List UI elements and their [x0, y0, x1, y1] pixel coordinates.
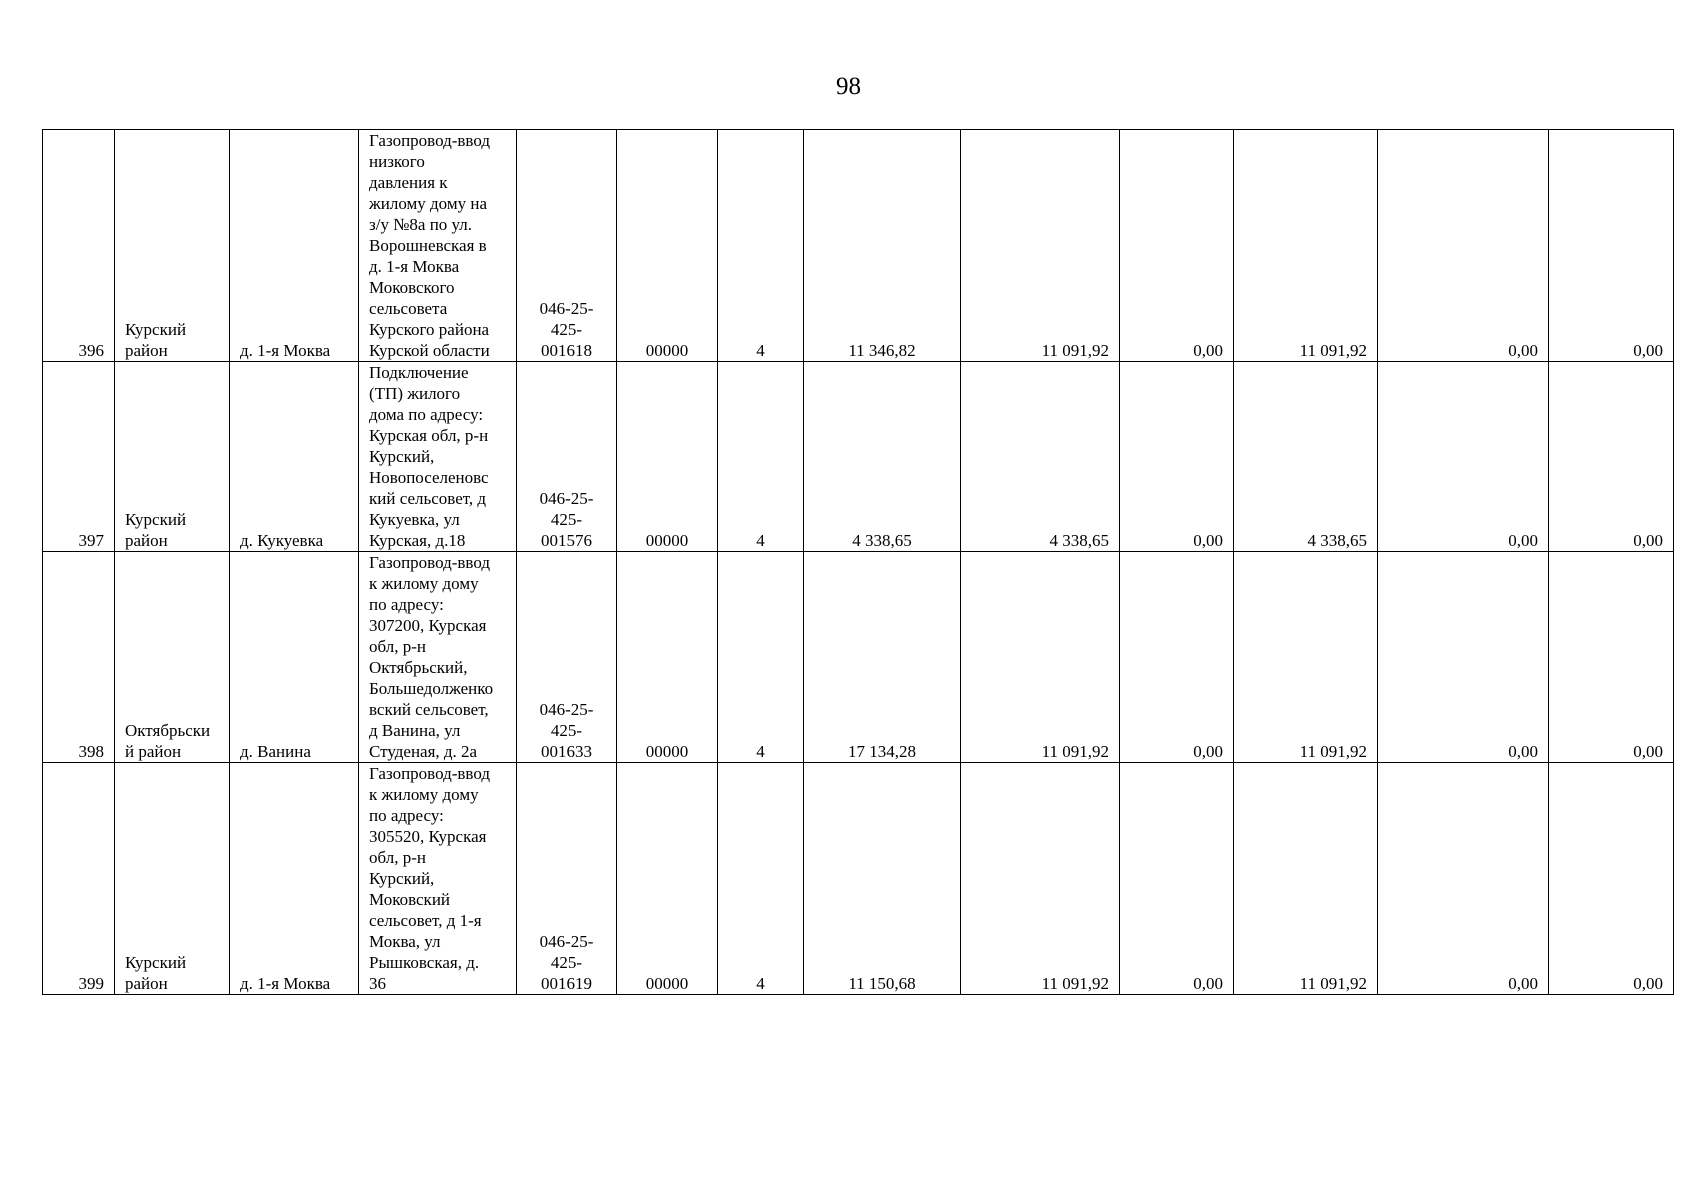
kbk-cell: 00000 — [617, 763, 718, 995]
value-1-cell: 4 338,65 — [804, 362, 961, 552]
cell-line: 307200, Курская — [369, 616, 487, 635]
value-2-cell: 11 091,92 — [961, 763, 1120, 995]
object-code-cell — [517, 552, 617, 763]
group-cell: 4 — [718, 130, 804, 362]
object-description-cell — [359, 552, 517, 763]
cell-line: Ворошневская в — [369, 236, 487, 255]
object-code-cell — [517, 763, 617, 995]
cell-line: Моковский — [369, 890, 451, 909]
cell-line: Курского района — [369, 320, 490, 339]
table-row — [43, 362, 1674, 552]
cell-line: 001618 — [541, 341, 592, 360]
cell-line: 425- — [550, 320, 583, 339]
value-2-cell: 4 338,65 — [961, 362, 1120, 552]
object-description-cell — [359, 763, 517, 995]
cell-line: Газопровод-ввод — [369, 764, 490, 783]
value-4-cell: 4 338,65 — [1234, 362, 1378, 552]
table-row — [43, 552, 1674, 763]
cell-line: Курская, д.18 — [369, 531, 466, 550]
value-4-cell: 11 091,92 — [1234, 763, 1378, 995]
cell-line: Курский, — [369, 869, 435, 888]
object-description-cell — [359, 130, 517, 362]
cell-line: 001633 — [541, 742, 592, 761]
cell-line: 046-25- — [539, 700, 594, 719]
cell-line: к жилому дому — [369, 785, 479, 804]
cell-line: Октябрьски — [125, 721, 211, 740]
page-number: 98 — [836, 73, 861, 100]
cell-line: 425- — [550, 510, 583, 529]
cell-line: Курский — [125, 510, 187, 529]
value-3-cell: 0,00 — [1120, 362, 1234, 552]
cell-line: вский сельсовет, — [369, 700, 489, 719]
row-number: 398 — [43, 552, 115, 763]
cell-line: Моковского — [369, 278, 455, 297]
object-code-cell — [517, 130, 617, 362]
cell-line: Рышковская, д. — [369, 953, 480, 972]
value-1-cell: 11 346,82 — [804, 130, 961, 362]
district-cell — [115, 130, 230, 362]
cell-line: 046-25- — [539, 489, 594, 508]
district-cell — [115, 362, 230, 552]
cell-line: Подключение — [369, 363, 469, 382]
value-6-cell: 0,00 — [1549, 763, 1674, 995]
cell-line: район — [125, 341, 168, 360]
row-number: 396 — [43, 130, 115, 362]
cell-line: з/у №8а по ул. — [369, 215, 473, 234]
cell-line: Газопровод-ввод — [369, 131, 490, 150]
value-5-cell: 0,00 — [1378, 130, 1549, 362]
value-4-cell: 11 091,92 — [1234, 130, 1378, 362]
cell-line: дома по адресу: — [369, 405, 484, 424]
value-1-cell: 11 150,68 — [804, 763, 961, 995]
district-cell — [115, 552, 230, 763]
settlement-cell: д. 1-я Моква — [230, 130, 359, 362]
value-5-cell: 0,00 — [1378, 362, 1549, 552]
object-description-cell — [359, 362, 517, 552]
cell-line: район — [125, 531, 168, 550]
cell-line: обл, р-н — [369, 637, 426, 656]
cell-line: кий сельсовет, д — [369, 489, 487, 508]
row-number: 397 — [43, 362, 115, 552]
value-3-cell: 0,00 — [1120, 552, 1234, 763]
cell-line: 046-25- — [539, 932, 594, 951]
value-4-cell: 11 091,92 — [1234, 552, 1378, 763]
cell-line: жилому дому на — [369, 194, 487, 213]
value-5-cell: 0,00 — [1378, 763, 1549, 995]
cell-line: обл, р-н — [369, 848, 426, 867]
cell-line: 001619 — [541, 974, 592, 993]
table-row — [43, 130, 1674, 362]
cell-line: район — [125, 974, 168, 993]
cell-line: Курская обл, р-н — [369, 426, 489, 445]
table-row — [43, 763, 1674, 995]
cell-line: сельсовет, д 1-я — [369, 911, 482, 930]
cell-line: к жилому дому — [369, 574, 479, 593]
cell-line: по адресу: — [369, 806, 444, 825]
value-5-cell: 0,00 — [1378, 552, 1549, 763]
cell-line: Моква, ул — [369, 932, 441, 951]
cell-line: Кукуевка, ул — [369, 510, 460, 529]
cell-line: д Ванина, ул — [369, 721, 461, 740]
cell-line: д. 1-я Моква — [369, 257, 460, 276]
cell-line: Курский, — [369, 447, 435, 466]
cell-line: давления к — [369, 173, 448, 192]
group-cell: 4 — [718, 552, 804, 763]
cell-line: 001576 — [541, 531, 592, 550]
table-body — [43, 130, 1674, 995]
settlement-cell: д. Ванина — [230, 552, 359, 763]
cell-line: низкого — [369, 152, 425, 171]
value-6-cell: 0,00 — [1549, 552, 1674, 763]
kbk-cell: 00000 — [617, 362, 718, 552]
cell-line: Октябрьский, — [369, 658, 468, 677]
cell-line: сельсовета — [369, 299, 448, 318]
cell-line: Газопровод-ввод — [369, 553, 490, 572]
value-3-cell: 0,00 — [1120, 763, 1234, 995]
value-6-cell: 0,00 — [1549, 362, 1674, 552]
cell-line: й район — [125, 742, 182, 761]
cell-line: 046-25- — [539, 299, 594, 318]
cell-line: Большедолженко — [369, 679, 494, 698]
cell-line: Курской области — [369, 341, 490, 360]
cell-line: Курский — [125, 320, 187, 339]
cell-line: Курский — [125, 953, 187, 972]
row-number: 399 — [43, 763, 115, 995]
cell-line: (ТП) жилого — [369, 384, 461, 403]
cell-line: 425- — [550, 721, 583, 740]
value-1-cell: 17 134,28 — [804, 552, 961, 763]
value-3-cell: 0,00 — [1120, 130, 1234, 362]
cell-line: 305520, Курская — [369, 827, 487, 846]
kbk-cell: 00000 — [617, 130, 718, 362]
registry-table — [42, 129, 1674, 995]
group-cell: 4 — [718, 362, 804, 552]
cell-line: по адресу: — [369, 595, 444, 614]
kbk-cell: 00000 — [617, 552, 718, 763]
group-cell: 4 — [718, 763, 804, 995]
object-code-cell — [517, 362, 617, 552]
value-6-cell: 0,00 — [1549, 130, 1674, 362]
cell-line: 425- — [550, 953, 583, 972]
value-2-cell: 11 091,92 — [961, 130, 1120, 362]
cell-line: Студеная, д. 2а — [369, 742, 478, 761]
district-cell — [115, 763, 230, 995]
cell-line: 36 — [369, 974, 386, 993]
settlement-cell: д. 1-я Моква — [230, 763, 359, 995]
value-2-cell: 11 091,92 — [961, 552, 1120, 763]
cell-line: Новопоселеновс — [369, 468, 489, 487]
settlement-cell: д. Кукуевка — [230, 362, 359, 552]
